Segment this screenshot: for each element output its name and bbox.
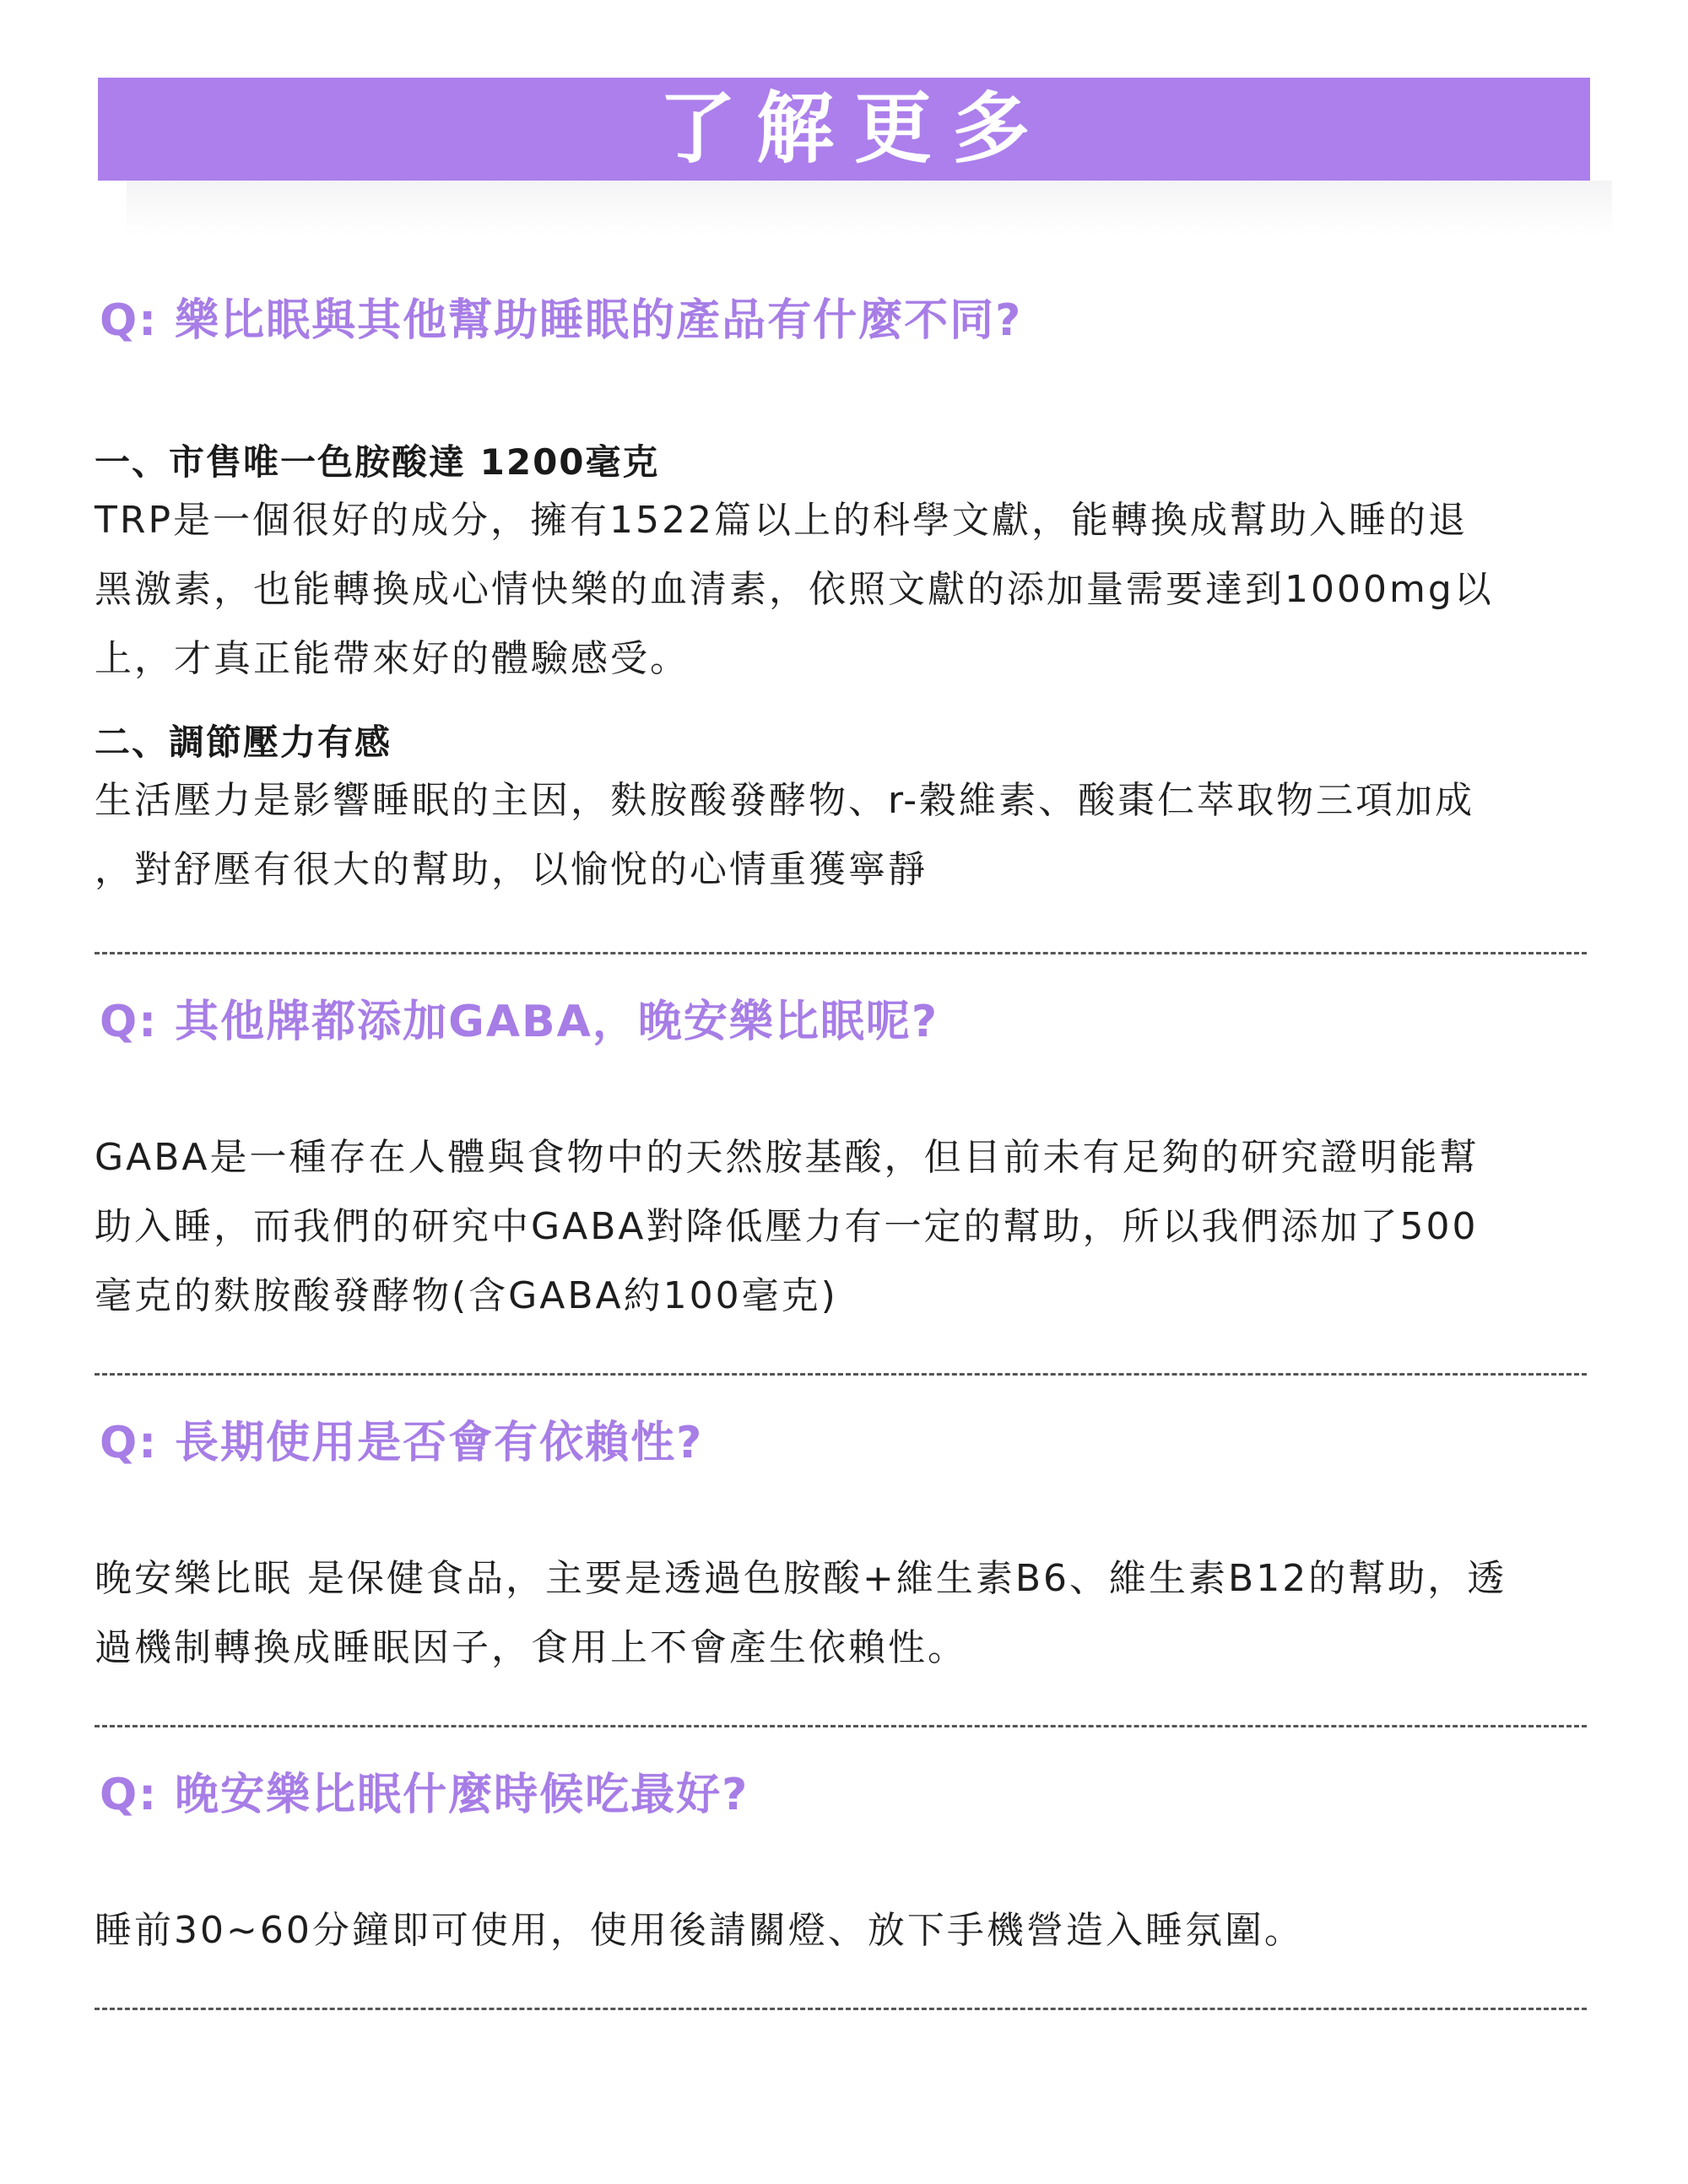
- header-shadow: [127, 181, 1612, 235]
- faq-question-1: Q: 樂比眠與其他幫助睡眠的產品有什麼不同?: [100, 295, 1023, 346]
- faq-3-answer: [95, 1544, 1593, 1683]
- faq-1-section-2-heading: 二、調節壓力有感: [95, 722, 392, 763]
- faq-question-2: Q: 其他牌都添加GABA，晚安樂比眠呢?: [100, 997, 939, 1047]
- faq-question-3: Q: 長期使用是否會有依賴性?: [100, 1418, 704, 1468]
- faq-1-section-1-heading: 一、市售唯一色胺酸達 1200毫克: [95, 441, 660, 483]
- page-title: 了解更多: [657, 84, 1050, 174]
- text-line: GABA是一種存在人體與食物中的天然胺基酸，但目前未有足夠的研究證明能幫: [95, 1136, 1480, 1179]
- text-line: 毫克的麩胺酸發酵物(含GABA約100毫克): [95, 1274, 838, 1317]
- text-line: ，對舒壓有很大的幫助，以愉悅的心情重獲寧靜: [95, 848, 928, 891]
- text-line: 睡前30~60分鐘即可使用，使用後請關燈、放下手機營造入睡氛圍。: [95, 1909, 1304, 1952]
- faq-1-section-1-text: [95, 486, 1593, 694]
- faq-content: [95, 287, 1593, 2010]
- faq-item-4: [95, 1761, 1593, 1965]
- text-line: TRP是一個很好的成分，擁有1522篇以上的科學文獻，能轉換成幫助入睡的退: [95, 499, 1468, 542]
- text-line: 上，才真正能帶來好的體驗感受。: [95, 637, 690, 680]
- text-line: 晚安樂比眠 是保健食品，主要是透過色胺酸+維生素B6、維生素B12的幫助，透: [95, 1557, 1507, 1600]
- faq-question-4: Q: 晚安樂比眠什麼時候吃最好?: [100, 1770, 749, 1820]
- faq-4-answer: [95, 1896, 1593, 1965]
- text-line: 生活壓力是影響睡眠的主因，麩胺酸發酵物、r-穀維素、酸棗仁萃取物三項加成: [95, 779, 1475, 822]
- faq-item-2: [95, 988, 1593, 1331]
- faq-item-3: [95, 1409, 1593, 1683]
- text-line: 黑激素，也能轉換成心情快樂的血清素，依照文獻的添加量需要達到1000mg以: [95, 568, 1494, 611]
- faq-1-section-2-text: [95, 766, 1593, 905]
- dashed-divider: [95, 2008, 1587, 2010]
- text-line: 過機制轉換成睡眠因子，食用上不會產生依賴性。: [95, 1626, 967, 1669]
- faq-2-answer: [95, 1123, 1593, 1331]
- faq-item-1: [95, 287, 1593, 905]
- text-line: 助入睡，而我們的研究中GABA對降低壓力有一定的幫助，所以我們添加了500: [95, 1205, 1479, 1248]
- header-banner: [98, 78, 1590, 181]
